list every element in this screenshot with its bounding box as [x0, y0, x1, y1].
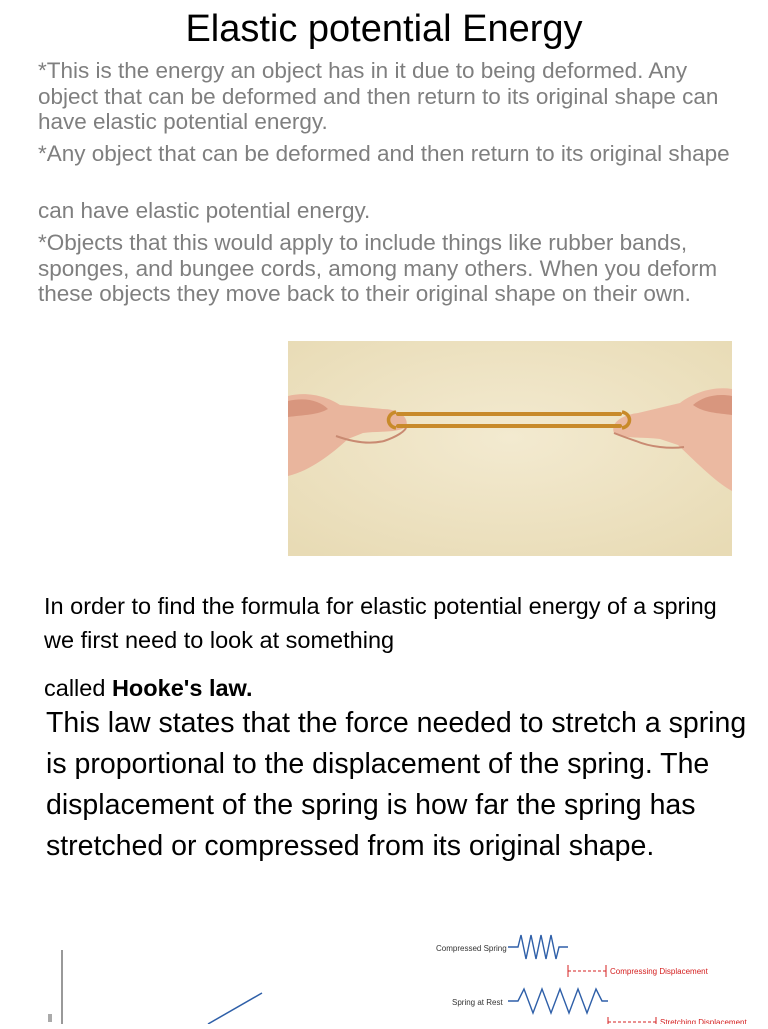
- compressed-spring: [508, 935, 568, 959]
- force-displacement-graph: [40, 948, 280, 1024]
- hookes-law-line: [44, 675, 252, 702]
- slide-title: Elastic potential Energy: [185, 8, 583, 50]
- stretching-displacement-label: Stretching Displacement: [660, 1018, 747, 1024]
- formula-intro-text: In order to find the formula for elastic potential energy of a spring we first need to look at something: [44, 593, 717, 653]
- axis-label-mark: [48, 1014, 52, 1022]
- examples-paragraph: *Objects that this would apply to include things like rubber bands, sponges, and bungee cords, among many others. When you deform these objects they move back to their original shape on their own.: [38, 230, 718, 306]
- elastic-energy-line: can have elastic potential energy.: [38, 198, 371, 223]
- proportional-line: [208, 993, 262, 1024]
- definition-paragraph: *This is the energy an object has in it due to being deformed. Any object that can be deformed and then return to its original shape can have elastic potential energy.: [38, 58, 719, 134]
- called-prefix: called: [44, 675, 112, 701]
- rest-spring: [508, 989, 608, 1013]
- compressed-spring-label: Compressed Spring: [436, 944, 507, 953]
- rubber-band-photo: [288, 341, 732, 556]
- law-explanation: This law states that the force needed to stretch a spring is proportional to the displacement of the spring. The displacement of the spring is how far the spring has stretched or compressed from its original shape.: [46, 707, 747, 862]
- spring-rest-label: Spring at Rest: [452, 998, 503, 1007]
- compressing-displacement-label: Compressing Displacement: [610, 967, 708, 976]
- hookes-law-term: Hooke's law.: [111, 675, 253, 701]
- spring-displacement-diagram: [420, 925, 760, 1024]
- deformable-paragraph: *Any object that can be deformed and then return to its original shape: [38, 141, 730, 166]
